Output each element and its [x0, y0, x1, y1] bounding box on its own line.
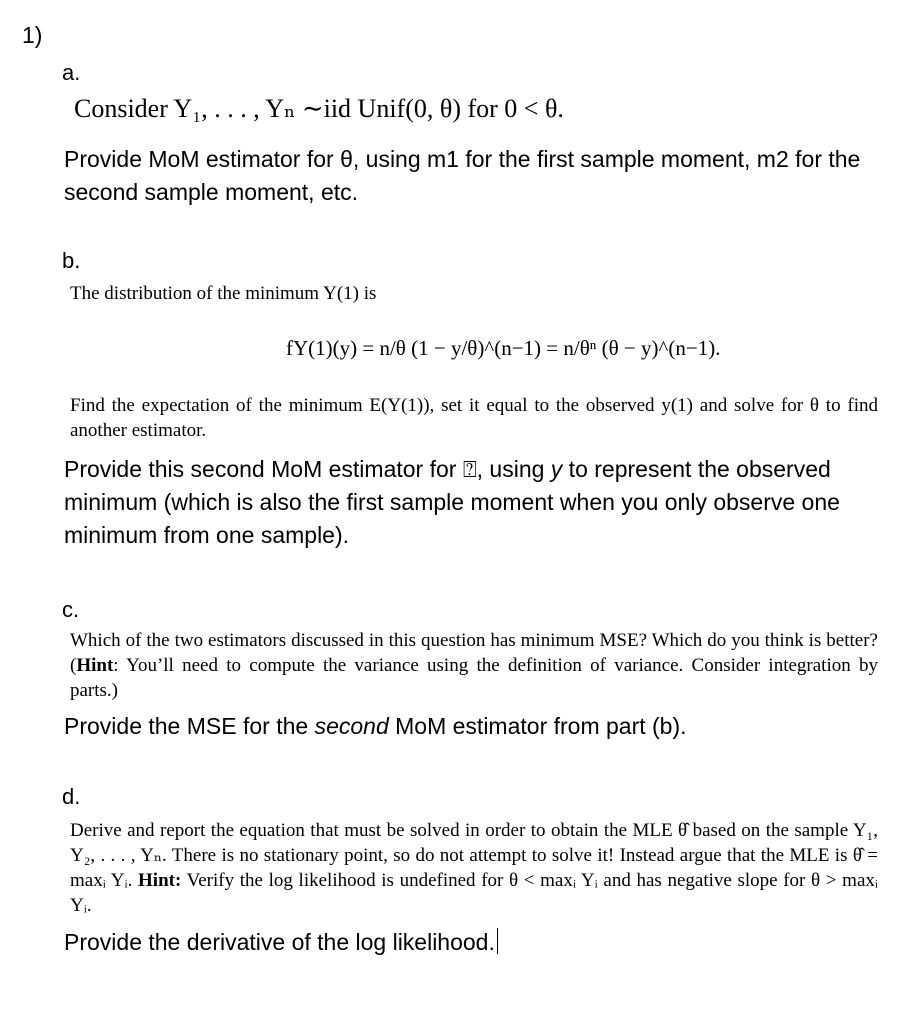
- part-b-prompt: Provide this second MoM estimator for ⍰, using y to represent the observed minimum (which is also the first sample moment when you only observe one minimum from one sample).: [64, 456, 840, 548]
- part-d-letter: d.: [62, 784, 81, 809]
- part-c-question: Which of the two estimators discussed in this question has minimum MSE? Which do you think is better? (Hint: You’ll need to compute the variance using the definition of variance. Consider integration by parts.): [70, 630, 878, 701]
- part-a-letter: a.: [62, 60, 81, 85]
- part-c-letter: c.: [62, 597, 80, 622]
- part-b-instructions: Find the expectation of the minimum E(Y(1)), set it equal to the observed y(1) and solve for θ to find another estimator.: [70, 395, 878, 441]
- part-d-prompt: Provide the derivative of the log likelihood.: [64, 929, 495, 955]
- part-d-answer-line[interactable]: [64, 928, 498, 956]
- part-c-prompt: Provide the MSE for the second MoM estimator from part (b).: [64, 713, 687, 739]
- text-cursor: [497, 928, 499, 954]
- part-a-prompt: Provide MoM estimator for θ, using m1 for the first sample moment, m2 for the second sample moment, etc.: [64, 146, 861, 205]
- question-number: 1): [22, 22, 43, 48]
- part-b-intro: The distribution of the minimum Y(1) is: [70, 283, 377, 304]
- part-b-letter: b.: [62, 248, 81, 273]
- part-b-formula: fY(1)(y) = n/θ (1 − y/θ)^(n−1) = n/θⁿ (θ − y)^(n−1).: [286, 336, 721, 360]
- part-a-statement: Consider Y₁, . . . , Yₙ ∼iid Unif(0, θ) for 0 < θ.: [74, 94, 564, 123]
- part-d-text: Derive and report the equation that must be solved in order to obtain the MLE θ̂ based on the sample Y₁, Y₂, . . . , Yₙ. There is no stationary point, so do not attempt to solve it! Instead argue that the MLE is θ̂ = maxᵢ Yᵢ. Hint: Verify the log likelihood is undefined for θ < maxᵢ Yᵢ and has negative slope for θ > maxᵢ Yᵢ.: [70, 820, 878, 916]
- missing-glyph-icon: ⍰: [462, 456, 477, 482]
